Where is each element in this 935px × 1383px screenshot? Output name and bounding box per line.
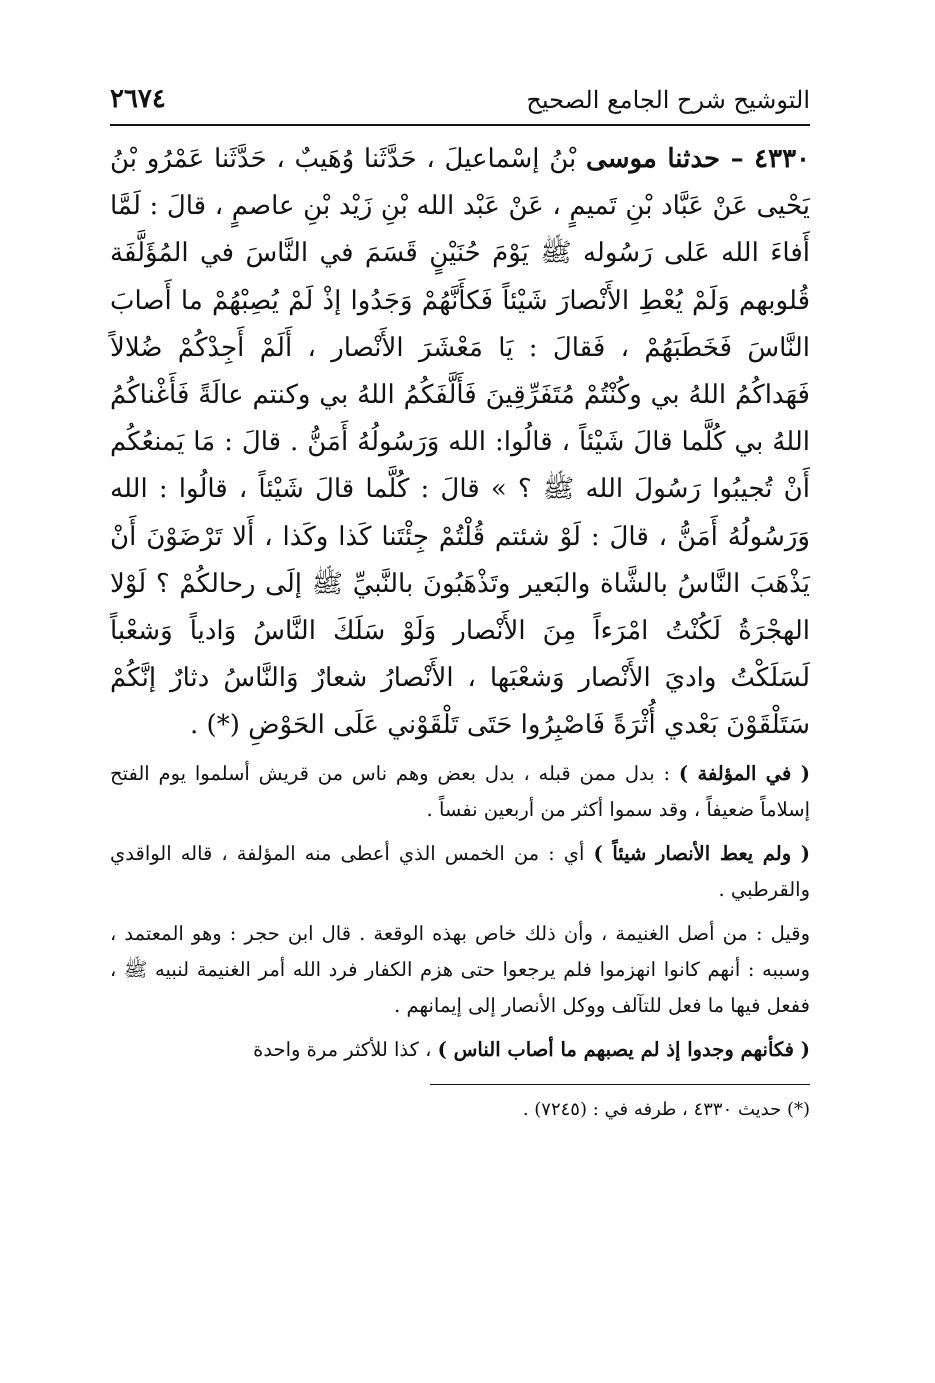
running-title: التوشيح شرح الجامع الصحيح [526,86,810,114]
commentary-term: ( فكأنهم وجدوا إذ لم يصبهم ما أصاب الناس ) [437,1037,810,1061]
commentary-paragraph [110,1032,810,1068]
hadith-text [110,136,810,750]
footnote: (*) حديث ٤٣٣٠ ، طرفه في : (٧٢٤٥) . [522,1098,810,1120]
hadith-body: بْنُ إسْماعيلَ ، حَدَّثَنا وُهَيبٌ ، حَدَّثَنا عَمْرُو بْنُ يَحْيى عَنْ عَبَّاد بْنِ تَميمٍ ، عَنْ عَبْد الله بْنِ زَيْد بْنِ عاصمٍ ، قالَ : لَمَّا أَفاءَ الله عَلى رَسُوله ﷺ يَوْمَ حُنَيْنٍ قَسَمَ في النَّاسَ في المُؤَلَّفَة قُلوبهم وَلَمْ يُعْطِ الأَنْصارَ شَيْئاً فَكأَنَّهُمْ وَجَدُوا إذْ لَمْ يُصِبْهُمْ ما أَصابَ النَّاسَ فَخَطَبَهُمْ ، فَقالَ : يَا مَعْشَرَ الأَنْصار ، أَلَمْ أَجِدْكُمْ ضُلالاً فَهَداكُمُ اللهُ بي وكُنْتُمْ مُتَفَرِّقِينَ فَأَلَّفَكُمُ اللهُ بي وكنتم عالَةً فَأَغْناكُمُ اللهُ بي كُلَّما قالَ شَيْئاً ، قالُوا: الله وَرَسُولُهُ أَمَنُّ . قالَ : مَا يَمنعُكُم أَنْ تُجيبُوا رَسُولَ الله ﷺ ؟ » قالَ : كُلَّما قالَ شَيْئاً ، قالُوا : الله وَرَسُولُهُ أَمَنُّ ، قالَ : لَوْ شئتم قُلْتُمْ جِئْتَنا كَذا وكَذا ، أَلا تَرْضَوْنَ أَنْ يَذْهَبَ النَّاسُ بالشَّاة والبَعير وتَذْهَبُونَ بالنَّبيِّ ﷺ إلَى رحالكُمْ ؟ لَوْلا الهجْرَةُ لَكُنْتُ امْرَءاً مِنَ الأَنْصار وَلَوْ سَلَكَ النَّاسُ وَادياً وَشعْباً لَسَلَكْتُ واديَ الأَنْصار وَشعْبَها ، الأَنْصارُ شعارٌ وَالنَّاسُ دثارٌ إنَّكُمْ سَتَلْقَوْنَ بَعْدي أُثْرَةً فَاصْبِرُوا حَتَى تَلْقَوْني عَلَى الحَوْضِ (*) . [110,144,811,741]
commentary-paragraph [110,916,810,1024]
hadith-lead: ٤٣٣٠ – حدثنا موسى [586,144,810,174]
commentary-text: : بدل ممن قبله ، بدل بعض وهم ناس من قريش أسلموا يوم الفتح إسلاماً ضعيفاً ، وقد سموا أكثر من أربعين نفساً . [110,761,810,821]
commentary-paragraph [110,836,810,908]
commentary-term: ( في المؤلفة ) [678,761,810,785]
page-number: ٢٦٧٤ [110,84,166,114]
book-page [110,80,810,1320]
commentary-term: ( ولم يعط الأنصار شيئاً ) [593,841,810,865]
commentary-text: وقيل : من أصل الغنيمة ، وأن ذلك خاص بهذه الوقعة . قال ابن حجر : وهو المعتمد ، وسببه : أنهم كانوا انهزموا فلم يرجعوا حتى هزم الكفار فرد الله أمر الغنيمة لنبيه ﷺ ، ففعل فيها ما فعل للتآلف ووكل الأنصار إلى إيمانهم . [110,921,810,1017]
commentary-text: أي : من الخمس الذي أعطى منه المؤلفة ، قاله الواقدي والقرطبي . [110,841,810,901]
footnote-divider [430,1084,810,1085]
commentary-text: ، كذا للأكثر مرة واحدة [253,1037,438,1061]
commentary-paragraph [110,756,810,828]
page-header [110,80,810,126]
